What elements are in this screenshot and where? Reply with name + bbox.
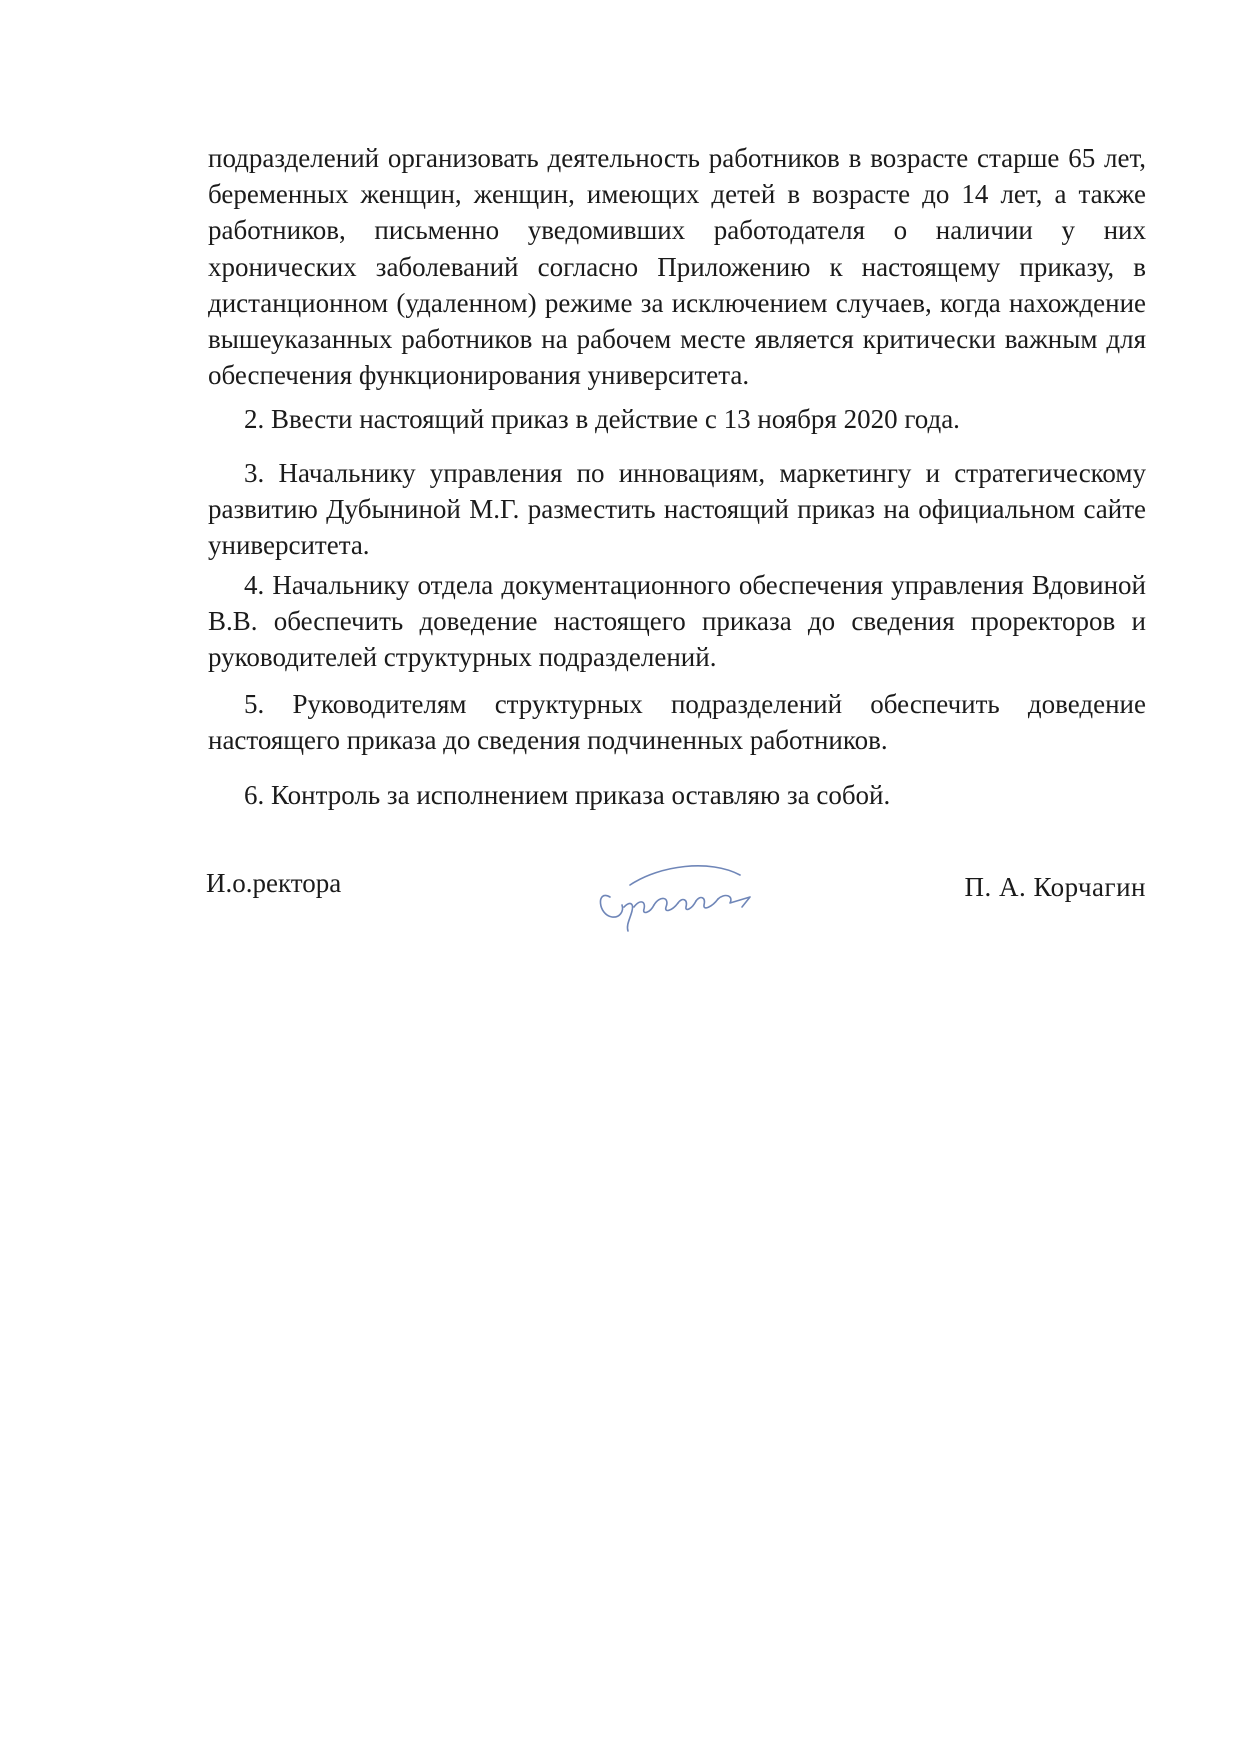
order-item-4: 4. Начальнику отдела документационного обеспечения управления Вдовиной В.В. обеспечить доведение настоящего приказа до сведения проректоров и руководителей структурных подразделений.: [208, 570, 1146, 673]
order-item-3: 3. Начальнику управления по инновациям, маркетингу и стратегическому развитию Дубыниной М.Г. разместить настоящий приказ на официальном сайте университета.: [208, 458, 1146, 561]
order-item-5: 5. Руководителям структурных подразделений обеспечить доведение настоящего приказа до сведения подчиненных работников.: [208, 689, 1146, 756]
signatory-title: И.о.ректора: [206, 868, 342, 898]
order-item-2: 2. Ввести настоящий приказ в действие с 13 ноября 2020 года.: [244, 404, 960, 434]
signatory-name: П. А. Корчагин: [964, 872, 1146, 902]
handwritten-signature: [590, 845, 810, 955]
order-item-6: 6. Контроль за исполнением приказа оставляю за собой.: [244, 780, 891, 810]
paragraph-continuation: подразделений организовать деятельность работников в возрасте старше 65 лет, беременных женщин, женщин, имеющих детей в возрасте до 14 лет, а также работников, письменно уведомивших работодателя о наличии у них хронических заболеваний согласно Приложению к настоящему приказу, в дистанционном (удаленном) режиме за исключением случаев, когда нахождение вышеуказанных работников на рабочем месте является критически важным для обеспечения функционирования университета.: [208, 143, 1146, 391]
